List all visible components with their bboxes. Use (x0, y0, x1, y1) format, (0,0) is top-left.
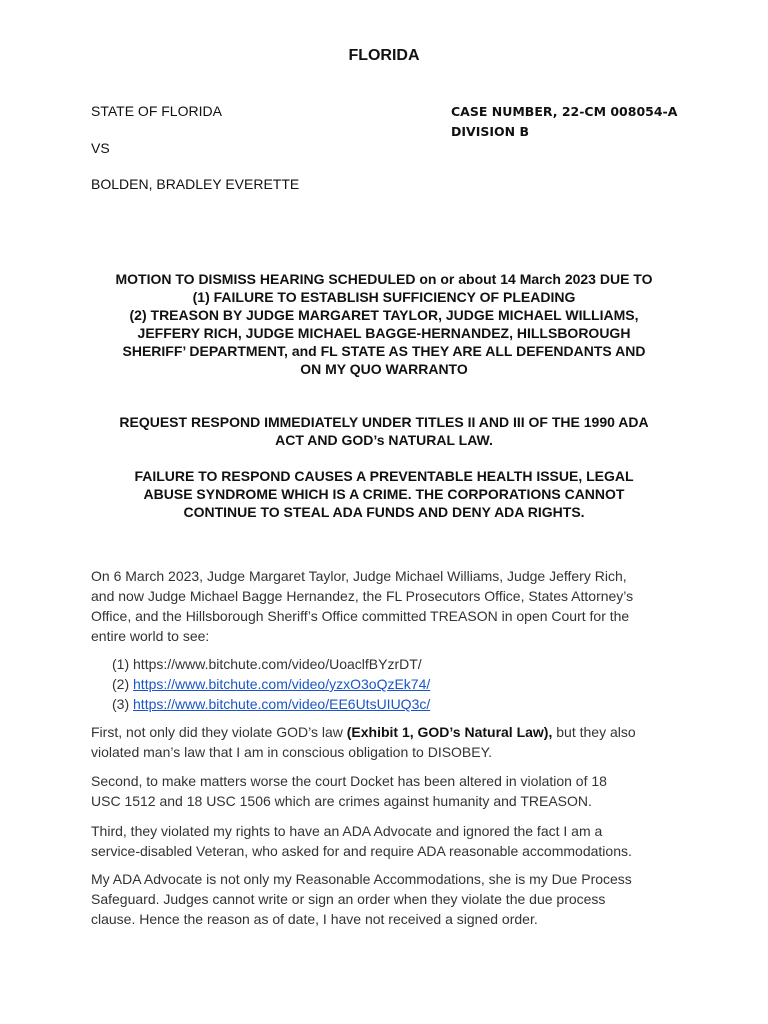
intro-line: and now Judge Michael Bagge Hernandez, the FL Prosecutors Office, States Attorney’s (91, 588, 634, 604)
versus-label: VS (91, 140, 110, 156)
exhibit-reference: (Exhibit 1, GOD’s Natural Law), (346, 724, 553, 740)
video-link[interactable]: https://www.bitchute.com/video/yzxO3oQzEk74/ (133, 676, 431, 692)
motion-line: MOTION TO DISMISS HEARING SCHEDULED on or about 14 March 2023 DUE TO (115, 271, 653, 287)
intro-paragraph (91, 566, 691, 646)
failure-line: FAILURE TO RESPOND CAUSES A PREVENTABLE HEALTH ISSUE, LEGAL (134, 468, 634, 484)
link-number: (3) (112, 696, 130, 712)
request-line: ACT AND GOD’s NATURAL LAW. (275, 432, 493, 448)
list-item (112, 654, 430, 674)
motion-line: (2) TREASON BY JUDGE MARGARET TAYLOR, JUDGE MICHAEL WILLIAMS, (129, 307, 639, 323)
request-heading (80, 413, 688, 449)
motion-line: SHERIFF’ DEPARTMENT, and FL STATE AS THEY ARE ALL DEFENDANTS AND (122, 343, 646, 359)
fourth-line: My ADA Advocate is not only my Reasonable Accommodations, she is my Due Process (91, 871, 632, 887)
first-paragraph (91, 722, 691, 762)
fourth-paragraph (91, 869, 691, 929)
intro-line: On 6 March 2023, Judge Margaret Taylor, Judge Michael Williams, Judge Jeffery Rich, (91, 568, 627, 584)
failure-line: CONTINUE TO STEAL ADA FUNDS AND DENY ADA RIGHTS. (183, 504, 585, 520)
video-link-list (112, 654, 430, 714)
failure-line: ABUSE SYNDROME WHICH IS A CRIME. THE CORPORATIONS CANNOT (143, 486, 625, 502)
first-text-post: but they also (552, 724, 636, 740)
motion-heading (80, 270, 688, 378)
failure-heading (80, 467, 688, 521)
first-text-pre: First, not only did they violate GOD’s law (91, 724, 347, 740)
first-line (91, 722, 691, 742)
third-line: service-disabled Veteran, who asked for and require ADA reasonable accommodations. (91, 843, 632, 859)
link-number: (1) (112, 656, 130, 672)
request-line: REQUEST RESPOND IMMEDIATELY UNDER TITLES II AND III OF THE 1990 ADA (119, 414, 649, 430)
video-link[interactable]: https://www.bitchute.com/video/EE6UtsUIUQ3c/ (133, 696, 431, 712)
fourth-line: Safeguard. Judges cannot write or sign an order when they violate the due process (91, 891, 606, 907)
fourth-line: clause. Hence the reason as of date, I have not received a signed order. (91, 911, 538, 927)
case-number: CASE NUMBER, 22-CM 008054-A (451, 104, 678, 119)
second-line: Second, to make matters worse the court Docket has been altered in violation of 18 (91, 773, 607, 789)
second-paragraph (91, 771, 691, 811)
intro-line: Office, and the Hillsborough Sheriff’s Office committed TREASON in open Court for the (91, 608, 630, 624)
motion-line: JEFFERY RICH, JUDGE MICHAEL BAGGE-HERNANDEZ, HILLSBOROUGH (137, 325, 631, 341)
intro-line: entire world to see: (91, 628, 210, 644)
list-item (112, 674, 430, 694)
defendant-name: BOLDEN, BRADLEY EVERETTE (91, 176, 300, 192)
motion-line: ON MY QUO WARRANTO (300, 361, 468, 377)
second-line: USC 1512 and 18 USC 1506 which are crimes against humanity and TREASON. (91, 793, 592, 809)
motion-line: (1) FAILURE TO ESTABLISH SUFFICIENCY OF PLEADING (192, 289, 576, 305)
third-paragraph (91, 821, 691, 861)
first-line-2: violated man’s law that I am in conscious obligation to DISOBEY. (91, 744, 493, 760)
plaintiff-name: STATE OF FLORIDA (91, 103, 222, 119)
video-link-text: https://www.bitchute.com/video/UoaclfBYzrDT/ (133, 656, 422, 672)
list-item (112, 694, 430, 714)
document-title: FLORIDA (348, 47, 420, 64)
division-label: DIVISION B (451, 124, 529, 139)
link-number: (2) (112, 676, 130, 692)
third-line: Third, they violated my rights to have an ADA Advocate and ignored the fact I am a (91, 823, 603, 839)
